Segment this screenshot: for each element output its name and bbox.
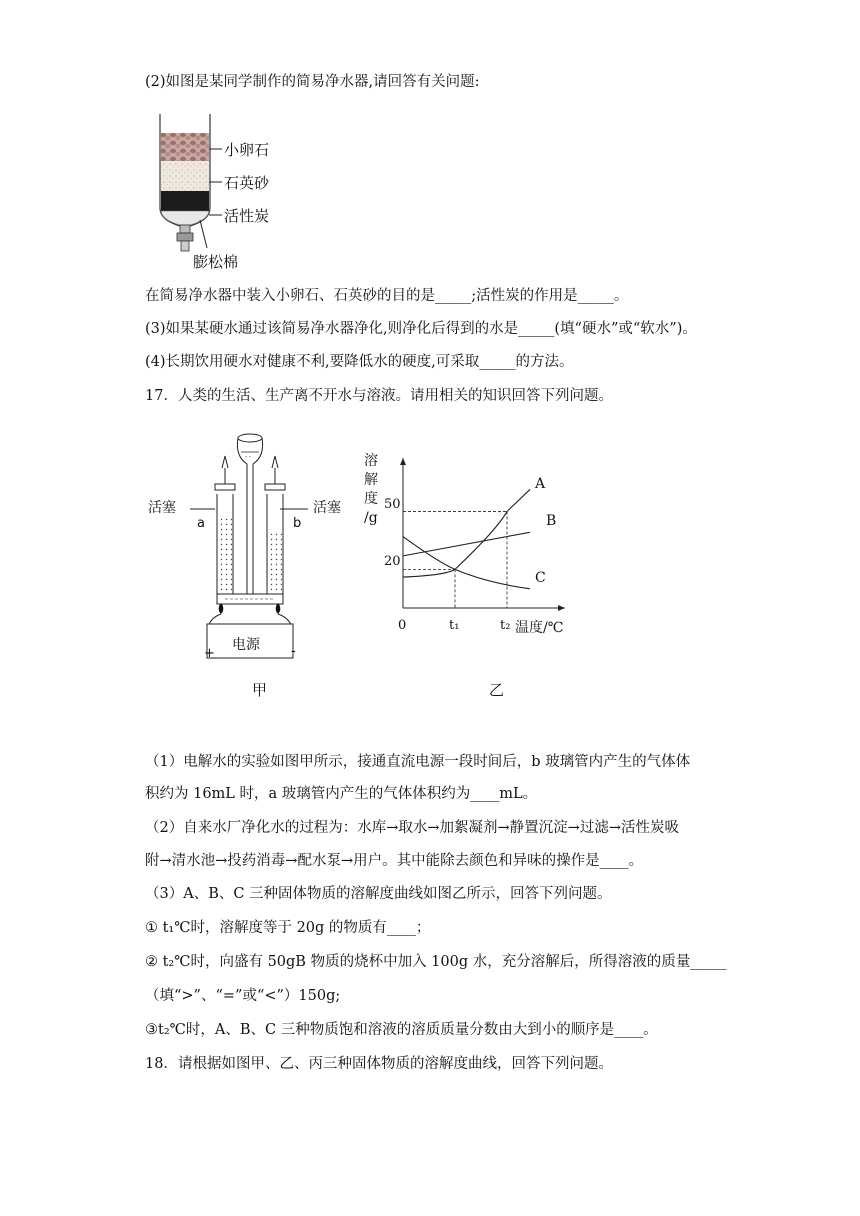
q16-part3: (3)如果某硬水通过该简易净水器净化,则净化后得到的水是_____(填“硬水”或“软水”)。 bbox=[145, 321, 697, 337]
power-label: 电源 bbox=[232, 637, 260, 653]
chart-ylabel-char: 解 bbox=[364, 472, 378, 488]
q16-part2-question: 在简易净水器中装入小卵石、石英砂的目的是_____;活性炭的作用是_____。 bbox=[145, 288, 629, 304]
chart-xlabel: 温度/℃ bbox=[515, 620, 564, 636]
quartz-label: 石英砂 bbox=[224, 174, 270, 192]
cotton-label: 膨松棉 bbox=[193, 253, 239, 271]
series-label-b: B bbox=[546, 513, 557, 529]
tube-b-liquid bbox=[268, 532, 282, 600]
plus-terminal: + bbox=[204, 646, 215, 661]
series-label-c: C bbox=[535, 570, 546, 586]
pebble-label: 小卵石 bbox=[224, 141, 270, 159]
q17-p1-line1: （1）电解水的实验如图甲所示，接通直流电源一段时间后，b 玻璃管内产生的气体体 bbox=[145, 754, 691, 770]
quartz-layer bbox=[161, 161, 209, 191]
minus-terminal: - bbox=[291, 644, 296, 659]
electrolysis-figure bbox=[195, 428, 305, 663]
svg-text:- -: - - bbox=[245, 453, 251, 460]
carbon-layer bbox=[161, 191, 209, 211]
tube-a-liquid bbox=[218, 518, 232, 600]
q17-p3-2-line2: （填“>”、“=”或“<”）150g; bbox=[145, 988, 341, 1004]
y-tick-50: 50 bbox=[384, 497, 401, 512]
x-tick-t1: t₁ bbox=[449, 618, 460, 633]
chart-ylabel-char: 溶 bbox=[364, 453, 378, 469]
q17-p3-1: ① t₁℃时，溶解度等于 20g 的物质有____； bbox=[145, 920, 431, 936]
q17-p2-line1: （2）自来水厂净化水的过程为：水库→取水→加絮凝剂→静置沉淀→过滤→活性炭吸 bbox=[145, 820, 679, 836]
series-line-b bbox=[403, 532, 530, 556]
carbon-label: 活性炭 bbox=[224, 207, 270, 225]
q17-p3-2-line1: ② t₂℃时，向盛有 50gB 物质的烧杯中加入 100g 水，充分溶解后，所得溶液的质量_____ bbox=[145, 954, 727, 970]
y-tick-20: 20 bbox=[384, 554, 401, 569]
series-label-a: A bbox=[535, 476, 546, 492]
q17-p2-line2: 附→清水池→投药消毒→配水泵→用户。其中能除去颜色和异味的操作是____。 bbox=[145, 853, 644, 869]
tube-b-label: b bbox=[293, 516, 302, 531]
figure-yi-caption: 乙 bbox=[489, 681, 505, 699]
chart-ylabel bbox=[364, 452, 378, 528]
q16-part4: (4)长期饮用硬水对健康不利,要降低水的硬度,可采取_____的方法。 bbox=[145, 354, 574, 370]
q16-part2-intro: (2)如图是某同学制作的简易净水器,请回答有关问题: bbox=[145, 74, 480, 90]
series-line-a bbox=[403, 489, 530, 577]
q18-title: 18．请根据如图甲、乙、丙三种固体物质的溶解度曲线，回答下列问题。 bbox=[145, 1056, 613, 1072]
chart-ylabel-char: /g bbox=[364, 510, 378, 526]
x-tick-t2: t₂ bbox=[500, 618, 511, 633]
tube-a-label: a bbox=[197, 516, 205, 531]
pebble-layer bbox=[161, 133, 209, 161]
q17-p3: （3）A、B、C 三种固体物质的溶解度曲线如图乙所示，回答下列问题。 bbox=[145, 886, 612, 902]
figure-jia-caption: 甲 bbox=[252, 681, 268, 699]
q17-title: 17．人类的生活、生产离不开水与溶液。请用相关的知识回答下列问题。 bbox=[145, 388, 613, 404]
y-axis-arrow bbox=[400, 458, 406, 465]
x-tick-0: 0 bbox=[398, 618, 407, 633]
x-axis-arrow bbox=[558, 605, 565, 611]
q17-p3-3: ③t₂℃时，A、B、C 三种物质饱和溶液的溶质质量分数由大到小的顺序是____。 bbox=[145, 1022, 658, 1038]
valve-right-label: 活塞 bbox=[313, 500, 341, 516]
q17-p1-line2: 积约为 16mL 时，a 玻璃管内产生的气体体积约为____mL。 bbox=[145, 786, 538, 802]
chart-ylabel-char: 度 bbox=[364, 491, 378, 507]
valve-left-label: 活塞 bbox=[148, 500, 176, 516]
